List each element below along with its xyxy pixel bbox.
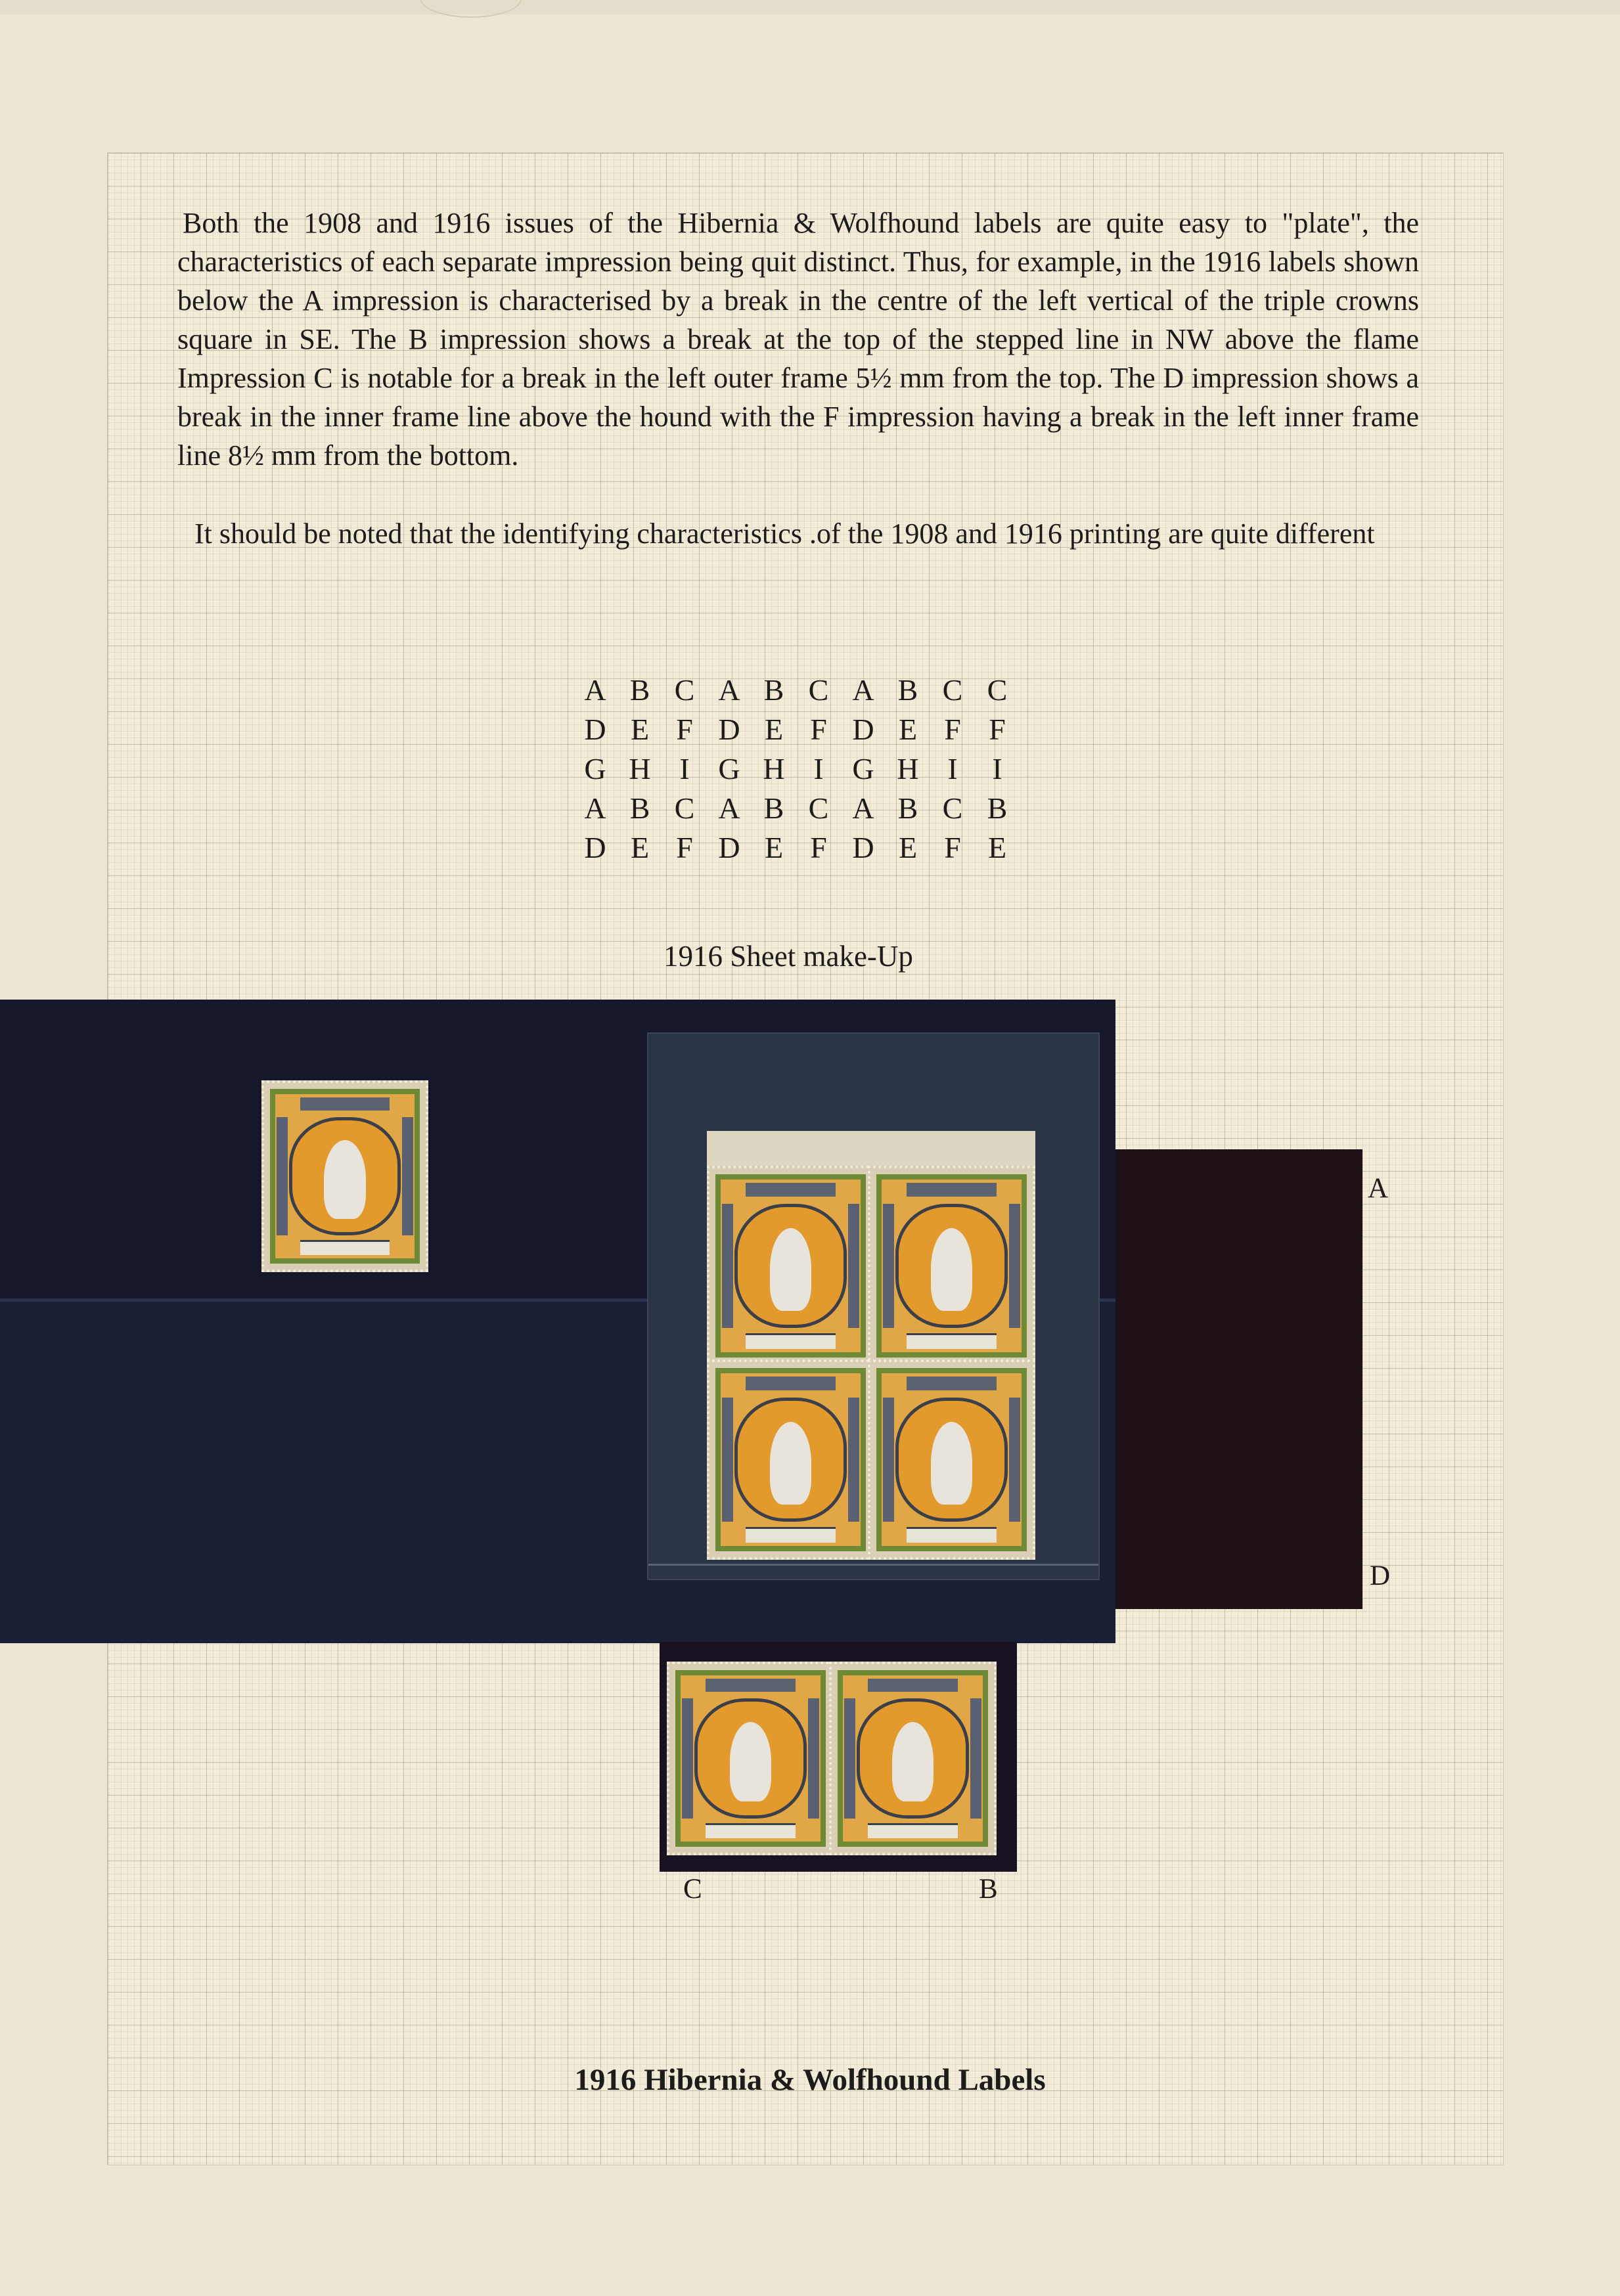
plate-cell: F — [676, 831, 693, 864]
plate-cell: G — [852, 752, 874, 785]
plate-cell: C — [808, 673, 829, 707]
plate-cell: I — [813, 752, 824, 785]
mount-lip — [648, 1564, 1098, 1566]
plate-cell: C — [942, 673, 963, 707]
plate-cell: C — [987, 673, 1008, 707]
plate-cell: D — [584, 713, 606, 746]
plate-cell: A — [852, 791, 874, 825]
page-hole-mark — [420, 0, 522, 18]
dark-mount — [1115, 1149, 1362, 1609]
hibernia-harp-icon — [770, 1228, 812, 1311]
pair-stamp — [829, 1662, 997, 1855]
label-c: C — [683, 1874, 702, 1905]
plate-cell: E — [898, 713, 918, 746]
label-a: A — [1368, 1173, 1389, 1204]
plate-cell: G — [718, 752, 740, 785]
plate-cell: E — [764, 831, 784, 864]
block-stamp — [868, 1359, 1035, 1560]
plate-cell: I — [992, 752, 1002, 785]
plate-cell: D — [852, 831, 874, 864]
plate-cell: B — [897, 673, 918, 707]
plate-cell: A — [584, 791, 606, 825]
plate-cell: H — [629, 752, 651, 785]
plate-cell: B — [987, 791, 1008, 825]
label-d: D — [1370, 1560, 1391, 1591]
plate-row — [573, 710, 1020, 749]
plate-layout-table — [573, 671, 1020, 868]
plate-cell: F — [989, 713, 1006, 746]
plate-cell: F — [676, 713, 693, 746]
plate-row — [573, 789, 1020, 828]
plate-cell: G — [584, 752, 606, 785]
plate-cell: D — [852, 713, 874, 746]
plate-cell: F — [944, 713, 961, 746]
plate-cell: B — [629, 791, 650, 825]
hibernia-harp-icon — [324, 1140, 366, 1219]
single-label-stamp — [261, 1080, 428, 1272]
pair-stamp — [667, 1662, 834, 1855]
plate-cell: F — [810, 831, 827, 864]
plate-row — [573, 749, 1020, 789]
plate-cell: B — [629, 673, 650, 707]
sheet-selvedge — [707, 1131, 1035, 1170]
plate-cell: D — [584, 831, 606, 864]
plate-cell: E — [764, 713, 784, 746]
note-paragraph: It should be noted that the identifying characteristics .of the 1908 and 1916 printing are quite different — [194, 518, 1375, 550]
plate-cell: A — [852, 673, 874, 707]
plate-cell: C — [674, 791, 695, 825]
plate-cell: C — [808, 791, 829, 825]
plate-row — [573, 828, 1020, 868]
page-top-edge — [0, 0, 1620, 14]
stamp-frame — [270, 1089, 420, 1264]
plate-row — [573, 671, 1020, 710]
plate-cell: E — [630, 831, 650, 864]
block-stamp — [707, 1166, 874, 1366]
sheet-caption: 1916 Sheet make-Up — [664, 940, 913, 973]
block-stamp — [868, 1166, 1035, 1366]
plate-cell: A — [718, 791, 740, 825]
intro-paragraph: Both the 1908 and 1916 issues of the Hibernia & Wolfhound labels are quite easy to "plate", the characteristics of each separate impression being quit distinct. Thus, for example, in the 1916 labels shown below the A impression is characterised by a break in the centre of the left vertical of the triple crowns square in SE. The B impression shows a break at the top of the stepped line in NW above the flame Impression C is notable for a break in the left outer frame 5½ mm from the top. The D impression shows a break in the inner frame line above the hound with the F impression having a break in the left inner frame line 8½ mm from the bottom. — [177, 207, 1419, 472]
hibernia-harp-icon — [931, 1422, 973, 1505]
label-b: B — [979, 1874, 998, 1905]
plate-cell: E — [898, 831, 918, 864]
plate-cell: F — [944, 831, 961, 864]
plate-cell: B — [897, 791, 918, 825]
page-title: 1916 Hibernia & Wolfhound Labels — [574, 2063, 1046, 2097]
plate-cell: I — [679, 752, 690, 785]
hibernia-harp-icon — [931, 1228, 973, 1311]
plate-cell: D — [718, 831, 740, 864]
plate-cell: A — [718, 673, 740, 707]
plate-cell: A — [584, 673, 606, 707]
plate-cell: C — [674, 673, 695, 707]
hibernia-harp-icon — [770, 1422, 812, 1505]
hibernia-harp-icon — [892, 1722, 934, 1801]
plate-cell: H — [763, 752, 785, 785]
plate-cell: E — [630, 713, 650, 746]
plate-cell: B — [763, 673, 784, 707]
plate-cell: B — [763, 791, 784, 825]
block-stamp — [707, 1359, 874, 1560]
plate-cell: F — [810, 713, 827, 746]
plate-cell: E — [987, 831, 1007, 864]
plate-cell: D — [718, 713, 740, 746]
plate-cell: H — [897, 752, 919, 785]
hibernia-harp-icon — [730, 1722, 772, 1801]
plate-cell: C — [942, 791, 963, 825]
plate-cell: I — [947, 752, 958, 785]
